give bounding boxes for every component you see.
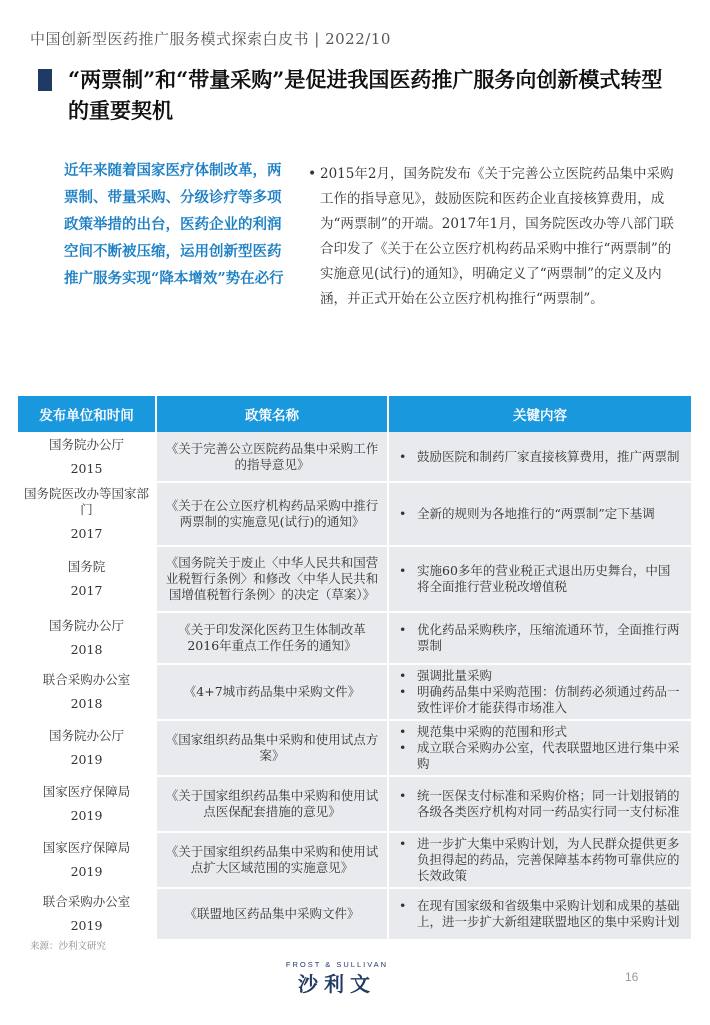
content-text: 鼓励医院和制药厂家直接核算费用，推广两票制 (417, 448, 680, 464)
cell-policy-name: 《关于印发深化医药卫生体制改革2016年重点工作任务的通知》 (156, 612, 388, 664)
content-item (397, 788, 681, 820)
org-name: 国务院办公厅 (48, 728, 124, 743)
content-text: 在现有国家级和省级集中采购计划和成果的基础上，进一步扩大新组建联盟地区的集中采购计划 (417, 898, 680, 929)
content-text: 实施60多年的营业税正式退出历史舞台，中国将全面推行营业税改增值税 (417, 563, 671, 594)
bullet-paragraph (308, 162, 675, 312)
bullet-text: 2015年2月，国务院发布《关于完善公立医院药品集中采购工作的指导意见》，鼓励医院和医药企业直接核算费用，成为“两票制”的开端。2017年1月，国务院医改办等八部门联合印发了《关于在公立医疗机构药品采购中推行“两票制”的实施意见(试行)的通知》，明确定义了“两票制”的定义及内涵，并正式开始在公立医疗机构推行“两票制”。 (320, 166, 674, 307)
content-text: 统一医保支付标准和采购价格；同一计划报销的各级各类医疗机构对同一药品实行同一支付标准 (417, 788, 680, 819)
content-text: 强调批量采购 (417, 668, 493, 683)
column-header-org: 发布单位和时间 (18, 396, 156, 432)
publish-year: 2019 (70, 808, 103, 823)
cell-org-time (18, 546, 156, 612)
content-text: 规范集中采购的范围和形式 (417, 724, 568, 739)
content-item (397, 449, 681, 465)
org-name: 联合采购办公室 (42, 894, 131, 909)
page-number: 16 (625, 970, 639, 984)
content-text: 进一步扩大集中采购计划，为人民群众提供更多负担得起的药品，完善保障基本药物可靠供应的长效政策 (417, 836, 680, 883)
table-row (18, 664, 691, 720)
table-header-row (18, 396, 691, 432)
org-name: 国务院 (67, 559, 106, 574)
content-item (397, 684, 681, 716)
highlight-summary: 近年来随着国家医疗体制改革，两票制、带量采购、分级诊疗等多项政策举措的出台，医药企业的利润空间不断被压缩，运用创新型医药推广服务实现“降本增效”势在必行 (64, 162, 284, 287)
cell-policy-name: 《国务院关于废止〈中华人民共和国营业税暂行条例〉和修改〈中华人民共和国增值税暂行条例〉的决定（草案）》 (156, 546, 388, 612)
publish-year: 2017 (70, 583, 103, 598)
bullet-dot-icon: • (308, 166, 317, 182)
cell-org-time (18, 888, 156, 940)
content-item (397, 563, 681, 595)
column-header-content: 关键内容 (388, 396, 691, 432)
cell-org-time (18, 832, 156, 888)
cell-key-content (388, 546, 691, 612)
cell-key-content (388, 888, 691, 940)
content-text: 优化药品采购秩序，压缩流通环节，全面推行两票制 (417, 622, 680, 653)
cell-key-content (388, 482, 691, 546)
cell-policy-name: 《关于完善公立医院药品集中采购工作的指导意见》 (156, 432, 388, 482)
cell-key-content (388, 612, 691, 664)
bullet-icon: • (399, 788, 407, 803)
content-item (397, 622, 681, 654)
cell-policy-name: 《国家组织药品集中采购和使用试点方案》 (156, 720, 388, 776)
bullet-icon: • (399, 506, 407, 521)
org-name: 国务院办公厅 (48, 618, 124, 633)
policy-table (18, 396, 691, 941)
bullet-icon: • (399, 448, 407, 464)
table-row (18, 720, 691, 776)
cell-org-time (18, 776, 156, 832)
table-row (18, 776, 691, 832)
cell-policy-name: 《关于国家组织药品集中采购和使用试点扩大区域范围的实施意见》 (156, 832, 388, 888)
content-item (397, 836, 681, 884)
table-row (18, 612, 691, 664)
bullet-icon: • (399, 740, 407, 755)
org-name: 联合采购办公室 (42, 672, 131, 687)
title-marker (38, 69, 52, 91)
cell-org-time (18, 482, 156, 546)
cell-key-content (388, 720, 691, 776)
cell-key-content (388, 832, 691, 888)
publish-year: 2015 (70, 460, 103, 476)
cell-key-content (388, 664, 691, 720)
bullet-icon: • (399, 563, 407, 578)
cell-policy-name: 《联盟地区药品集中采购文件》 (156, 888, 388, 940)
bullet-icon: • (399, 724, 407, 739)
table-row (18, 832, 691, 888)
cell-org-time (18, 432, 156, 482)
table-row (18, 546, 691, 612)
bullet-icon: • (399, 668, 407, 683)
publish-year: 2019 (70, 918, 103, 933)
content-item (397, 724, 681, 740)
publish-year: 2019 (70, 752, 103, 767)
document-header: 中国创新型医药推广服务模式探索白皮书 | 2022/10 (30, 30, 391, 48)
org-name: 国家医疗保障局 (42, 840, 131, 855)
org-name: 国家医疗保障局 (42, 784, 131, 799)
logo-brand-en: FROST & SULLIVAN (285, 960, 389, 969)
content-text: 全新的规则为各地推行的“两票制”定下基调 (417, 506, 655, 521)
table-row (18, 482, 691, 546)
bullet-icon: • (399, 622, 407, 637)
bullet-icon: • (399, 684, 407, 699)
content-item (397, 740, 681, 772)
cell-org-time (18, 612, 156, 664)
cell-key-content (388, 432, 691, 482)
cell-policy-name: 《关于国家组织药品集中采购和使用试点医保配套措施的意见》 (156, 776, 388, 832)
org-name: 国务院办公厅 (48, 436, 124, 452)
logo-brand-cn: 沙利文 (298, 972, 376, 996)
source-note: 来源：沙利文研究 (30, 941, 107, 952)
cell-policy-name: 《关于在公立医疗机构药品采购中推行两票制的实施意见(试行)的通知》 (156, 482, 388, 546)
cell-org-time (18, 664, 156, 720)
org-name: 国务院医改办等国家部门 (24, 486, 150, 517)
table-row (18, 432, 691, 482)
cell-key-content (388, 776, 691, 832)
bullet-icon: • (399, 836, 407, 851)
publish-year: 2017 (70, 526, 103, 541)
cell-policy-name: 《4+7城市药品集中采购文件》 (156, 664, 388, 720)
content-item (397, 506, 681, 522)
content-item (397, 668, 681, 684)
section-title: “两票制”和“带量采购”是促进我国医药推广服务向创新模式转型的重要契机 (68, 67, 663, 123)
publish-year: 2019 (70, 864, 103, 879)
bullet-icon: • (399, 898, 407, 913)
publish-year: 2018 (70, 642, 103, 657)
content-text: 成立联合采购办公室，代表联盟地区进行集中采购 (417, 740, 680, 771)
publish-year: 2018 (70, 696, 103, 711)
cell-org-time (18, 720, 156, 776)
table-row (18, 888, 691, 940)
content-text: 明确药品集中采购范围：仿制药必须通过药品一致性评价才能获得市场准入 (417, 684, 680, 715)
column-header-policy: 政策名称 (156, 396, 388, 432)
content-item (397, 898, 681, 930)
